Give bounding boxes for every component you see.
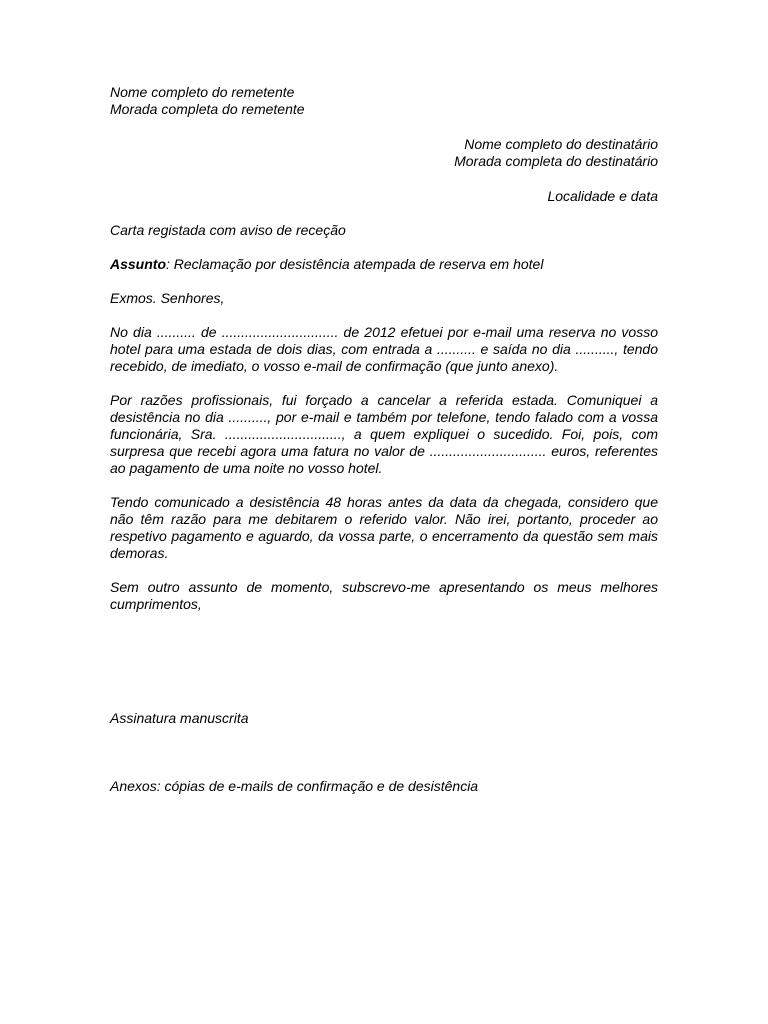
salutation: Exmos. Senhores,: [110, 290, 225, 306]
place-date-block: [110, 188, 658, 205]
sender-name: Nome completo do remetente: [110, 84, 295, 100]
paragraph-cancellation: Por razões profissionais, fui forçado a cancelar a referida estada. Comuniquei a desistência no dia .........., por e-mail e também por telefone, tendo falado com a vossa funcionária, Sra. .............................., a quem expliquei o sucedido. Foi, pois, com surpresa que recebi agora uma fatura no valor de .............................. euros, referentes ao pagamento de uma noite no vosso hotel.: [110, 392, 658, 476]
subject-label: Assunto: [110, 256, 166, 272]
recipient-address: Morada completa do destinatário: [454, 153, 658, 169]
delivery-note: Carta registada com aviso de receção: [110, 222, 346, 238]
recipient-name: Nome completo do destinatário: [464, 136, 658, 152]
recipient-block: [110, 136, 658, 170]
letter-page: [110, 84, 658, 613]
subject-text: : Reclamação por desistência atempada de reserva em hotel: [166, 256, 544, 272]
paragraph-claim: Tendo comunicado a desistência 48 horas antes da data da chegada, considero que não têm razão para me debitarem o referido valor. Não irei, portanto, proceder ao respetivo pagamento e aguardo, da vossa parte, o encerramento da questão sem mais demoras.: [110, 494, 658, 561]
subject-line: [110, 256, 658, 273]
paragraph-reservation: No dia .......... de .............................. de 2012 efetuei por e-mail uma reserva no vosso hotel para uma estada de dois dias, com entrada a .......... e saída no dia .........., tendo recebido, de imediato, o vosso e-mail de confirmação (que junto anexo).: [110, 324, 658, 374]
paragraph-closing: Sem outro assunto de momento, subscrevo-me apresentando os meus melhores cumprimentos,: [110, 579, 658, 612]
sender-address: Morada completa do remetente: [110, 101, 305, 117]
signature-placeholder: Assinatura manuscrita: [110, 710, 249, 726]
annexes-note: Anexos: cópias de e-mails de confirmação e de desistência: [110, 778, 479, 794]
sender-block: [110, 84, 658, 118]
place-date: Localidade e data: [547, 188, 658, 204]
